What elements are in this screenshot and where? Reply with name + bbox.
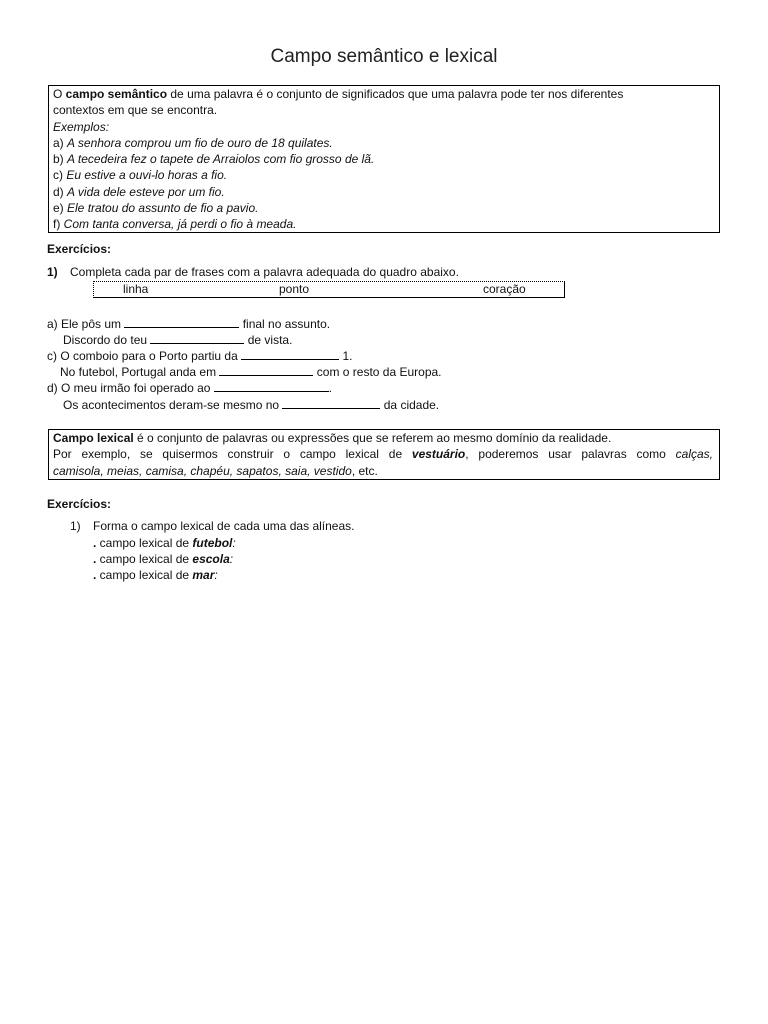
lexical-example-line1: Por exemplo, se quisermos construir o campo lexical de vestuário, poderemos usar palavras como calças, [53,447,713,462]
answer-blank[interactable] [282,397,380,409]
answer-blank[interactable] [214,380,329,392]
page-title: Campo semântico e lexical [270,46,498,67]
sentence-d2: Os acontecimentos deram-se mesmo no da cidade. [63,398,440,412]
answer-blank[interactable] [241,348,339,360]
example-item: c) Eu estive a ouvi-lo horas a fio. [53,168,228,183]
example-item: e) Ele tratou do assunto de fio a pavio. [53,201,259,216]
word-option: linha [123,282,149,296]
answer-blank[interactable] [219,364,313,376]
exercise-number: 1) [47,265,58,279]
examples-label: Exemplos: [53,119,110,134]
example-item: d) A vida dele esteve por um fio. [53,184,225,199]
answer-blank[interactable] [150,332,244,344]
exercise-instruction-2: Forma o campo lexical de cada uma das alíneas. [93,519,355,533]
exercises-heading-2: Exercícios: [47,497,112,511]
exercise-instruction: Completa cada par de frases com a palavra adequada do quadro abaixo. [70,265,459,279]
sentence-d1: d) O meu irmão foi operado ao . [47,381,333,395]
semantic-intro-line1: O campo semântico de uma palavra é o conjunto de significados que uma palavra pode ter nos diferentes [53,87,624,101]
semantic-intro-line2: contextos em que se encontra. [53,103,218,118]
sentence-a2: Discordo do teu de vista. [63,333,293,347]
answer-blank[interactable] [124,316,239,328]
lexical-definition: Campo lexical é o conjunto de palavras ou expressões que se referem ao mesmo domínio da realidade. [53,431,612,445]
word-option: coração [483,282,526,296]
semantic-field-box [48,85,720,233]
word-box [93,281,565,298]
word-option: ponto [279,282,310,296]
lexical-example-line2: camisola, meias, camisa, chapéu, sapatos, saia, vestido, etc. [53,463,378,478]
sentence-c1: c) O comboio para o Porto partiu da 1. [47,349,353,363]
exercises-heading: Exercícios: [47,242,112,256]
exercise-number-2: 1) [70,519,81,533]
lexical-item-escola: . campo lexical de escola: [93,552,234,566]
sentence-a1: a) Ele pôs um final no assunto. [47,317,331,331]
lexical-item-mar: . campo lexical de mar: [93,568,218,582]
sentence-c2: No futebol, Portugal anda em com o resto da Europa. [60,365,442,379]
example-item: f) Com tanta conversa, já perdi o fio à meada. [53,217,297,232]
example-item: b) A tecedeira fez o tapete de Arraiolos com fio grosso de lã. [53,152,375,167]
lexical-item-futebol: . campo lexical de futebol: [93,536,236,550]
example-item: a) A senhora comprou um fio de ouro de 18 quilates. [53,135,333,150]
lexical-field-box [48,429,720,480]
